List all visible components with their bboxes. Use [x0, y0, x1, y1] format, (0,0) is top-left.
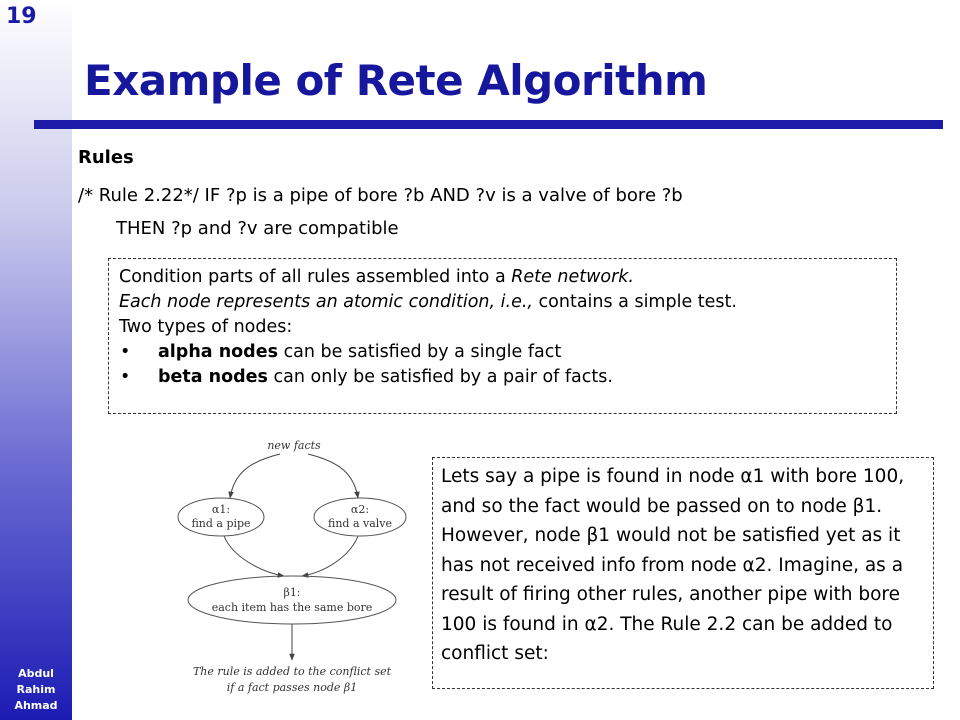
author-name — [0, 666, 72, 714]
rules-heading: Rules — [78, 147, 134, 168]
description-text: Condition parts of all rules assembled into a — [119, 267, 512, 287]
arrow-alpha2-to-beta1 — [302, 536, 358, 576]
example-explanation-box — [432, 457, 934, 689]
bullet-alpha-nodes — [119, 340, 896, 365]
bullet-desc: can be satisfied by a single fact — [278, 342, 562, 362]
bullet-desc: can only be satisfied by a pair of facts. — [267, 367, 613, 387]
conflict-caption-2: if a fact passes node β1 — [226, 681, 358, 694]
description-emphasis: Each node represents an atomic condition, i.e., — [119, 292, 533, 312]
arrow-alpha1-to-beta1 — [224, 536, 284, 576]
rule-if-line: /* Rule 2.22*/ IF ?p is a pipe of bore ?b AND ?v is a valve of bore ?b — [78, 185, 683, 206]
author-middle: Rahim — [16, 683, 56, 696]
sidebar-gradient — [0, 0, 72, 720]
slide-title: Example of Rete Algorithm — [84, 56, 708, 105]
title-underline — [34, 120, 943, 129]
bullet-icon: • — [120, 367, 131, 387]
description-line-1 — [119, 265, 896, 290]
description-text: contains a simple test. — [532, 292, 737, 312]
beta1-text: each item has the same bore — [211, 601, 373, 614]
bullet-icon: • — [120, 342, 131, 362]
rule-then-line: THEN ?p and ?v are compatible — [116, 218, 399, 239]
author-last: Ahmad — [14, 699, 58, 712]
beta1-node — [188, 576, 396, 624]
explanation-text: Lets say a pipe is found in node α1 with bore 100, and so the fact would be passed on to node β1. However, node β1 would not be satisfied yet as it has not received info from node α2. Imagine, as a result of firing other rules, another pipe with bore 100 is found in α2. The Rule 2.2 can be added to conflict set: — [441, 466, 905, 664]
author-first: Abdul — [18, 667, 54, 680]
arrow-to-alpha2 — [308, 454, 358, 498]
bullet-beta-nodes — [119, 365, 896, 390]
rete-description-box — [108, 258, 897, 414]
bullet-text — [158, 340, 561, 365]
description-emphasis: Rete network. — [511, 267, 634, 287]
alpha1-label: α1: — [211, 503, 231, 516]
bullet-term: beta nodes — [158, 367, 268, 387]
bullet-text — [158, 365, 613, 390]
alpha2-label: α2: — [350, 503, 370, 516]
conflict-caption-1: The rule is added to the conflict set — [192, 665, 392, 678]
alpha1-text: find a pipe — [191, 517, 251, 530]
alpha2-text: find a valve — [327, 517, 393, 530]
bullet-term: alpha nodes — [158, 342, 278, 362]
beta1-label: β1: — [283, 586, 301, 599]
description-line-2 — [119, 290, 896, 315]
new-facts-label: new facts — [267, 439, 321, 452]
description-line-3: Two types of nodes: — [119, 317, 293, 337]
slide-number: 19 — [6, 4, 37, 29]
rete-network-diagram — [168, 432, 420, 700]
arrow-to-alpha1 — [230, 454, 280, 498]
